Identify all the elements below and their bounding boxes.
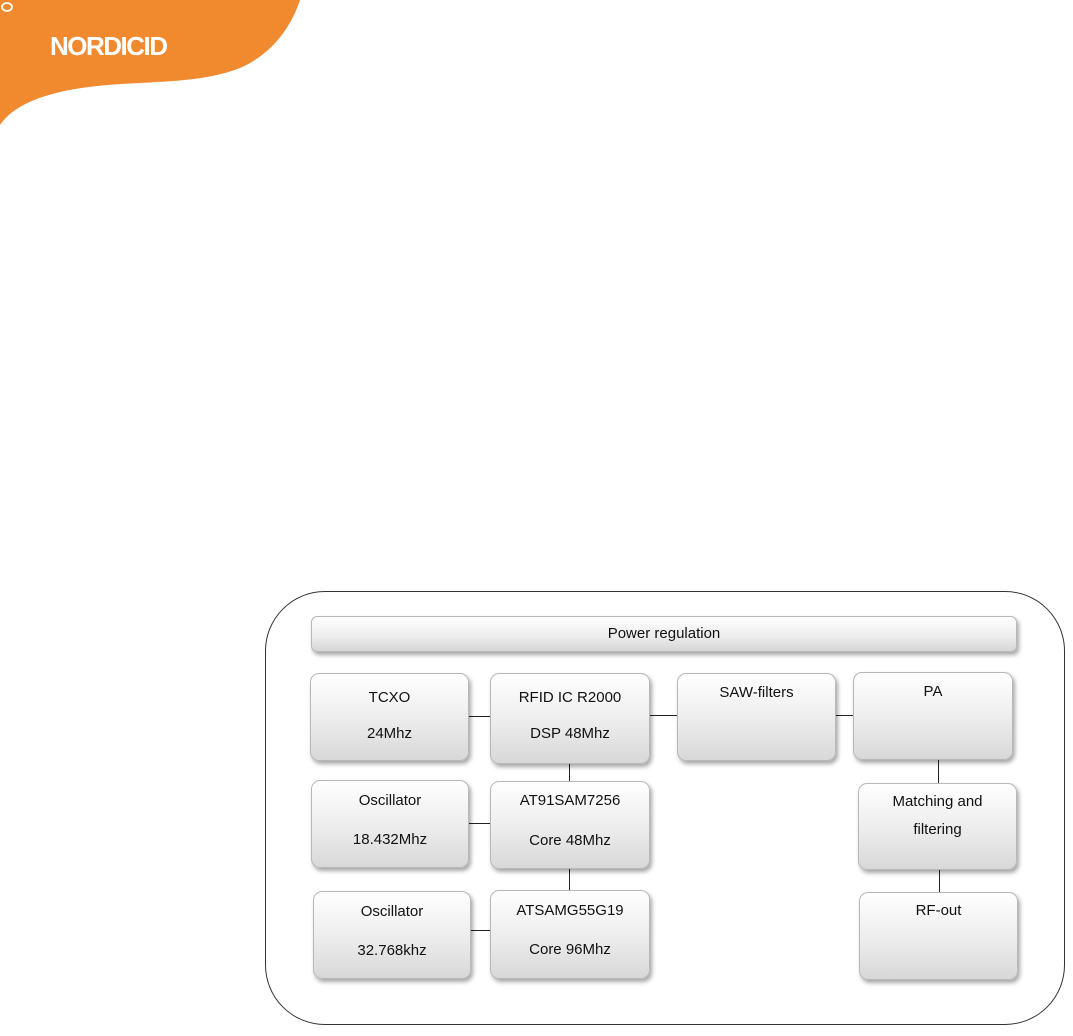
wire-tcxo-rfid — [469, 716, 490, 717]
wire-osc2-atsam — [471, 930, 490, 931]
logo-swirl-icon — [0, 0, 14, 14]
rfid-dsp-label: DSP 48Mhz — [530, 725, 610, 742]
matching-filtering-block — [858, 783, 1017, 870]
atsamg55-block — [490, 890, 650, 979]
saw-filters-label: SAW-filters — [719, 684, 794, 701]
atsamg55-core: Core 96Mhz — [529, 941, 611, 958]
wire-matching-rfout — [939, 870, 940, 892]
oscillator-1-label: Oscillator — [358, 792, 422, 809]
company-logo — [0, 0, 320, 145]
logo-background — [0, 0, 320, 145]
tcxo-frequency: 24Mhz — [366, 725, 413, 742]
at91sam-block — [490, 781, 650, 869]
oscillator-2-label: Oscillator — [360, 903, 424, 920]
filtering-label: filtering — [913, 821, 962, 838]
at91sam-core: Core 48Mhz — [529, 832, 611, 849]
matching-label: Matching and — [892, 793, 983, 810]
wire-pa-matching — [938, 760, 939, 783]
wire-osc1-at91 — [469, 823, 490, 824]
wire-rfid-at91 — [569, 764, 570, 781]
oscillator-1-frequency: 18.432Mhz — [352, 831, 428, 848]
tcxo-label: TCXO — [368, 689, 411, 706]
pa-label: PA — [923, 683, 943, 700]
wire-at91-atsam — [569, 869, 570, 890]
pa-block — [853, 672, 1013, 760]
wire-saw-pa — [836, 715, 853, 716]
atsamg55-label: ATSAMG55G19 — [516, 902, 624, 919]
wire-rfid-saw — [650, 715, 677, 716]
oscillator-2-frequency: 32.768khz — [357, 942, 427, 959]
logo-wordmark: NORDICID — [50, 31, 167, 61]
oscillator-2-block — [313, 891, 471, 979]
saw-filters-block — [677, 673, 836, 761]
rfid-ic-block — [490, 673, 650, 764]
rfid-ic-label: RFID IC R2000 — [518, 689, 622, 706]
oscillator-1-block — [311, 780, 469, 868]
rf-out-label: RF-out — [915, 902, 962, 919]
tcxo-block — [310, 673, 469, 761]
rf-out-block — [859, 892, 1018, 980]
power-regulation-block: Power regulation — [311, 616, 1017, 652]
at91sam-label: AT91SAM7256 — [519, 792, 621, 809]
